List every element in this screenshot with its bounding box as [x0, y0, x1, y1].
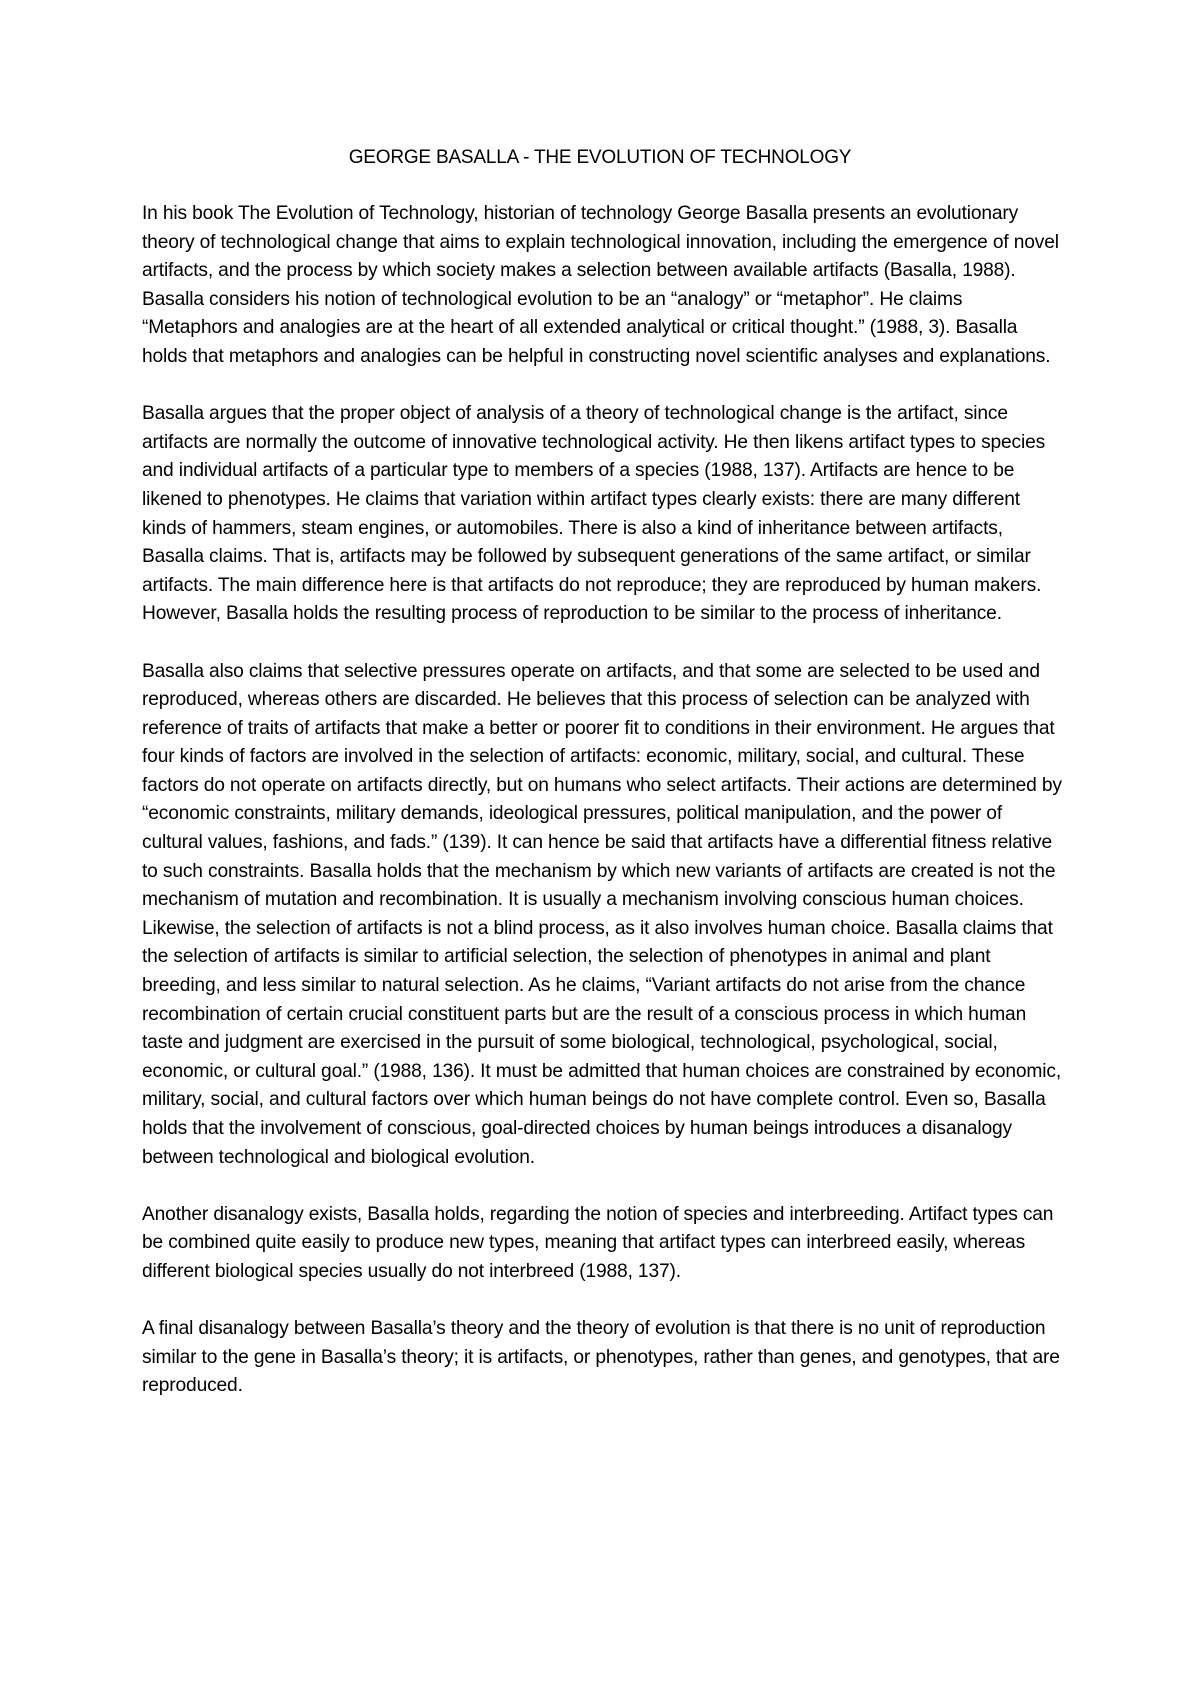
paragraph-2: Basalla argues that the proper object of analysis of a theory of technological change is the artifact, since artifacts are normally the outcome of innovative technological activity. He then likens artifact types to species and individual artifacts of a particular type to members of a species (1988, 137). Artifacts are hence to be likened to phenotypes. He claims that variation within artifact types clearly exists: there are many different kinds of hammers, steam engines, or automobiles. There is also a kind of inheritance between artifacts, Basalla claims. That is, artifacts may be followed by subsequent generations of the same artifact, or similar artifacts. The main difference here is that artifacts do not reproduce; they are reproduced by human makers. However, Basalla holds the resulting process of reproduction to be similar to the process of inheritance.	[142, 403, 1046, 625]
paragraph-4: Another disanalogy exists, Basalla holds, regarding the notion of species and interbreeding. Artifact types can be combined quite easily to produce new types, meaning that artifact types can interbreed easily, whereas different biological species usually do not interbreed (1988, 137).	[142, 1203, 1054, 1282]
paragraph-1: In his book The Evolution of Technology, historian of technology George Basalla presents an evolutionary theory of technological change that aims to explain technological innovation, including the emergence of novel artifacts, and the process by which society makes a selection between available artifacts (Basalla, 1988). Basalla considers his notion of technological evolution to be an “analogy” or “metaphor”. He claims “Metaphors and analogies are at the heart of all extended analytical or critical thought.” (1988, 3). Basalla holds that metaphors and analogies can be helpful in constructing novel scientific analyses and explanations.	[142, 203, 1059, 367]
paragraph-3: Basalla also claims that selective pressures operate on artifacts, and that some are selected to be used and reproduced, whereas others are discarded. He believes that this process of selection can be analyzed with reference of traits of artifacts that make a better or poorer fit to conditions in their environment. He argues that four kinds of factors are involved in the selection of artifacts: economic, military, social, and cultural. These factors do not operate on artifacts directly, but on humans who select artifacts. Their actions are determined by “economic constraints, military demands, ideological pressures, political manipulation, and the power of cultural values, fashions, and fads.” (139). It can hence be said that artifacts have a differential fitness relative to such constraints. Basalla holds that the mechanism by which new variants of artifacts are created is not the mechanism of mutation and recombination. It is usually a mechanism involving conscious human choices. Likewise, the selection of artifacts is not a blind process, as it also involves human choice. Basalla claims that the selection of artifacts is similar to artificial selection, the selection of phenotypes in animal and plant breeding, and less similar to natural selection. As he claims, “Variant artifacts do not arise from the chance recombination of certain crucial constituent parts but are the result of a conscious process in which human taste and judgment are exercised in the pursuit of some biological, technological, psychological, social, economic, or cultural goal.” (1988, 136). It must be admitted that human choices are constrained by economic, military, social, and cultural factors over which human beings do not have complete control. Even so, Basalla holds that the involvement of conscious, goal-directed choices by human beings introduces a disanalogy between technological and biological evolution.	[142, 660, 1062, 1168]
document-body	[142, 200, 1062, 1430]
document-title: GEORGE BASALLA - THE EVOLUTION OF TECHNOLOGY	[348, 147, 852, 168]
paragraph-5: A final disanalogy between Basalla’s theory and the theory of evolution is that there is no unit of reproduction similar to the gene in Basalla’s theory; it is artifacts, or phenotypes, rather than genes, and genotypes, that are reproduced.	[142, 1318, 1060, 1397]
